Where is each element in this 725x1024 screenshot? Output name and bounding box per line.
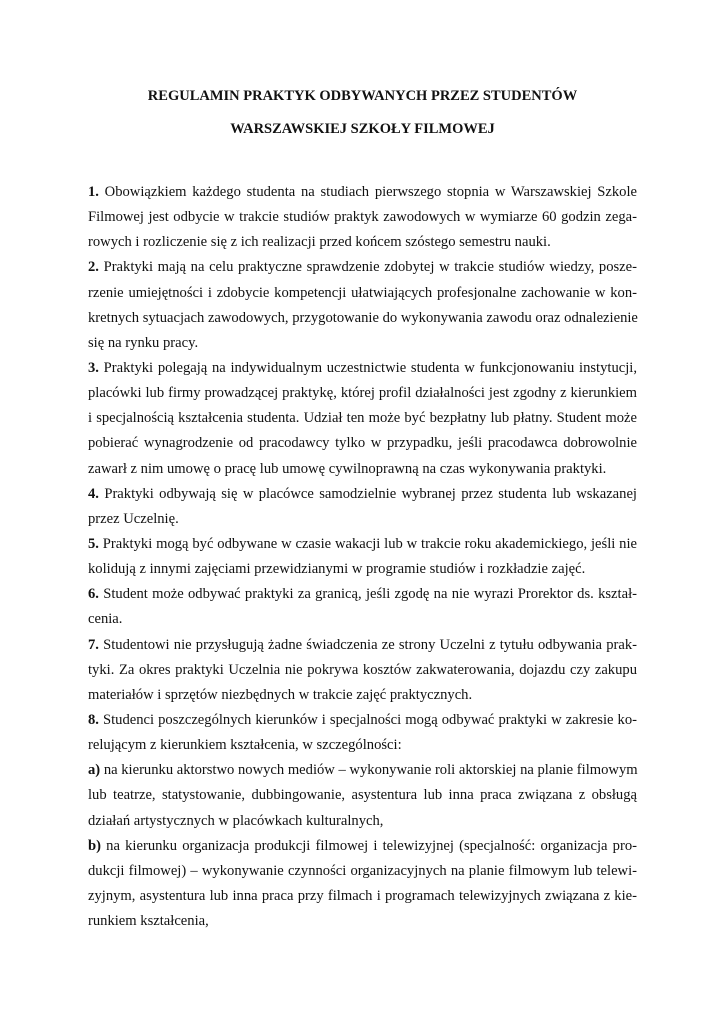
text-line xyxy=(88,180,637,205)
text-line xyxy=(88,306,637,331)
text-line xyxy=(88,582,637,607)
paragraph-number: 3. xyxy=(88,359,99,376)
line-text: Filmowej jest odbycie w trakcie studiów praktyk zawodowych w wymiarze 60 godzin zega- xyxy=(88,209,637,226)
line-text: kretnych sytuacjach zawodowych, przygotowanie do wykonywania zawodu oraz odnalezienie xyxy=(88,309,638,326)
title-line-1: REGULAMIN PRAKTYK ODBYWANYCH PRZEZ STUDENTÓW xyxy=(147,88,578,104)
text-line xyxy=(88,683,637,708)
line-text: runkiem kształcenia, xyxy=(88,913,209,930)
paragraph-number: 1. xyxy=(88,184,99,200)
line-text: zawarł z nim umowę o pracę lub umowę cywilnoprawną na czas wykonywania praktyki. xyxy=(88,460,607,477)
line-text: zyjnym, asystentura lub inna praca przy filmach i programach telewizyjnych związana z kie- xyxy=(88,887,637,904)
paragraph-number: 2. xyxy=(88,259,99,276)
line-text: tyki. Za okres praktyki Uczelnia nie pokrywa kosztów zakwaterowania, dojazdu czy zakupu xyxy=(88,661,637,678)
paragraph-number: a) xyxy=(88,762,101,779)
line-text: Studenci poszczególnych kierunków i specjalności mogą odbywać praktyki w zakresie ko- xyxy=(98,711,637,728)
line-text: lub teatrze, statystowanie, dubbingowanie, asystentura lub inna praca związana z obsługą xyxy=(88,787,637,804)
text-line xyxy=(88,633,637,658)
line-text: placówki lub firmy prowadzącej praktykę, której profil działalności jest zgodny z kierunkiem xyxy=(88,385,637,402)
text-line xyxy=(88,909,637,934)
text-line xyxy=(88,658,637,683)
line-text: Praktyki polegają na indywidualnym uczestnictwie studenta w funkcjonowaniu instytucji, xyxy=(98,359,637,376)
paragraph-number: 5. xyxy=(88,535,99,552)
text-line xyxy=(88,607,637,632)
text-line xyxy=(88,834,637,859)
text-line xyxy=(88,708,637,733)
text-line xyxy=(88,205,637,230)
line-text: Praktyki odbywają się w placówce samodzielnie wybranej przez studenta lub wskazanej xyxy=(98,485,637,502)
line-text: działań artystycznych w placówkach kulturalnych, xyxy=(88,812,384,829)
line-text: Student może odbywać praktyki za granicą, jeśli zgodę na nie wyrazi Prorektor ds. kształ- xyxy=(98,586,637,603)
text-line xyxy=(88,532,637,557)
text-line xyxy=(88,557,637,582)
text-line xyxy=(88,356,637,381)
line-text: na kierunku aktorstwo nowych mediów – wykonywanie roli aktorskiej na planie filmowym xyxy=(100,762,638,779)
line-text: na kierunku organizacja produkcji filmowej i telewizyjnej (specjalność: organizacja pro- xyxy=(100,837,637,854)
text-line xyxy=(88,331,637,356)
line-text: Studentowi nie przysługują żadne świadczenia ze strony Uczelni z tytułu odbywania prak- xyxy=(98,636,637,653)
line-text: cenia. xyxy=(88,611,123,628)
text-line xyxy=(88,783,637,808)
line-text: Praktyki mogą być odbywane w czasie wakacji lub w trakcie roku akademickiego, jeśli nie xyxy=(98,535,637,552)
line-text: dukcji filmowej) – wykonywanie czynności organizacyjnych na planie filmowym lub telewi- xyxy=(88,862,637,879)
paragraph-number: 7. xyxy=(88,636,99,653)
line-text: się na rynku pracy. xyxy=(88,334,199,351)
text-line xyxy=(88,431,637,456)
text-line xyxy=(88,281,637,306)
text-line xyxy=(88,406,637,431)
text-line xyxy=(88,733,637,758)
line-text: i specjalnością kształcenia studenta. Udział ten może być bezpłatny lub płatny. Student może xyxy=(88,410,637,427)
line-text: Obowiązkiem każdego studenta na studiach pierwszego stopnia w Warszawskiej Szkole xyxy=(98,184,637,200)
paragraph-number: b) xyxy=(88,837,101,854)
text-line xyxy=(88,758,637,783)
text-line xyxy=(88,381,637,406)
document-title xyxy=(0,84,725,150)
text-line xyxy=(88,884,637,909)
line-text: rowych i rozliczenie się z ich realizacji przed końcem szóstego semestru nauki. xyxy=(88,234,551,251)
line-text: Praktyki mają na celu praktyczne sprawdzenie zdobytej w trakcie studiów wiedzy, posze- xyxy=(98,259,637,276)
text-line xyxy=(88,809,637,834)
text-line xyxy=(88,230,637,255)
text-line xyxy=(88,507,637,532)
title-line-2: WARSZAWSKIEJ SZKOŁY FILMOWEJ xyxy=(230,121,495,137)
paragraph-number: 6. xyxy=(88,586,99,603)
document-body xyxy=(88,180,637,934)
text-line xyxy=(88,255,637,280)
line-text: rzenie umiejętności i zdobycie kompetencji ułatwiających profesjonalne zachowanie w kon- xyxy=(88,284,637,301)
line-text: relującym z kierunkiem kształcenia, w szczególności: xyxy=(88,737,402,754)
line-text: materiałów i sprzętów niezbędnych w trakcie zajęć praktycznych. xyxy=(88,686,473,703)
line-text: przez Uczelnię. xyxy=(88,510,179,527)
line-text: kolidują z innymi zajęciami przewidzianymi w programie studiów i rozkładzie zajęć. xyxy=(88,561,586,578)
line-text: pobierać wynagrodzenie od pracodawcy tylko w przypadku, jeśli pracodawca dobrowolnie xyxy=(88,435,637,452)
text-line xyxy=(88,457,637,482)
paragraph-number: 8. xyxy=(88,711,99,728)
paragraph-number: 4. xyxy=(88,485,99,502)
text-line xyxy=(88,482,637,507)
text-line xyxy=(88,859,637,884)
